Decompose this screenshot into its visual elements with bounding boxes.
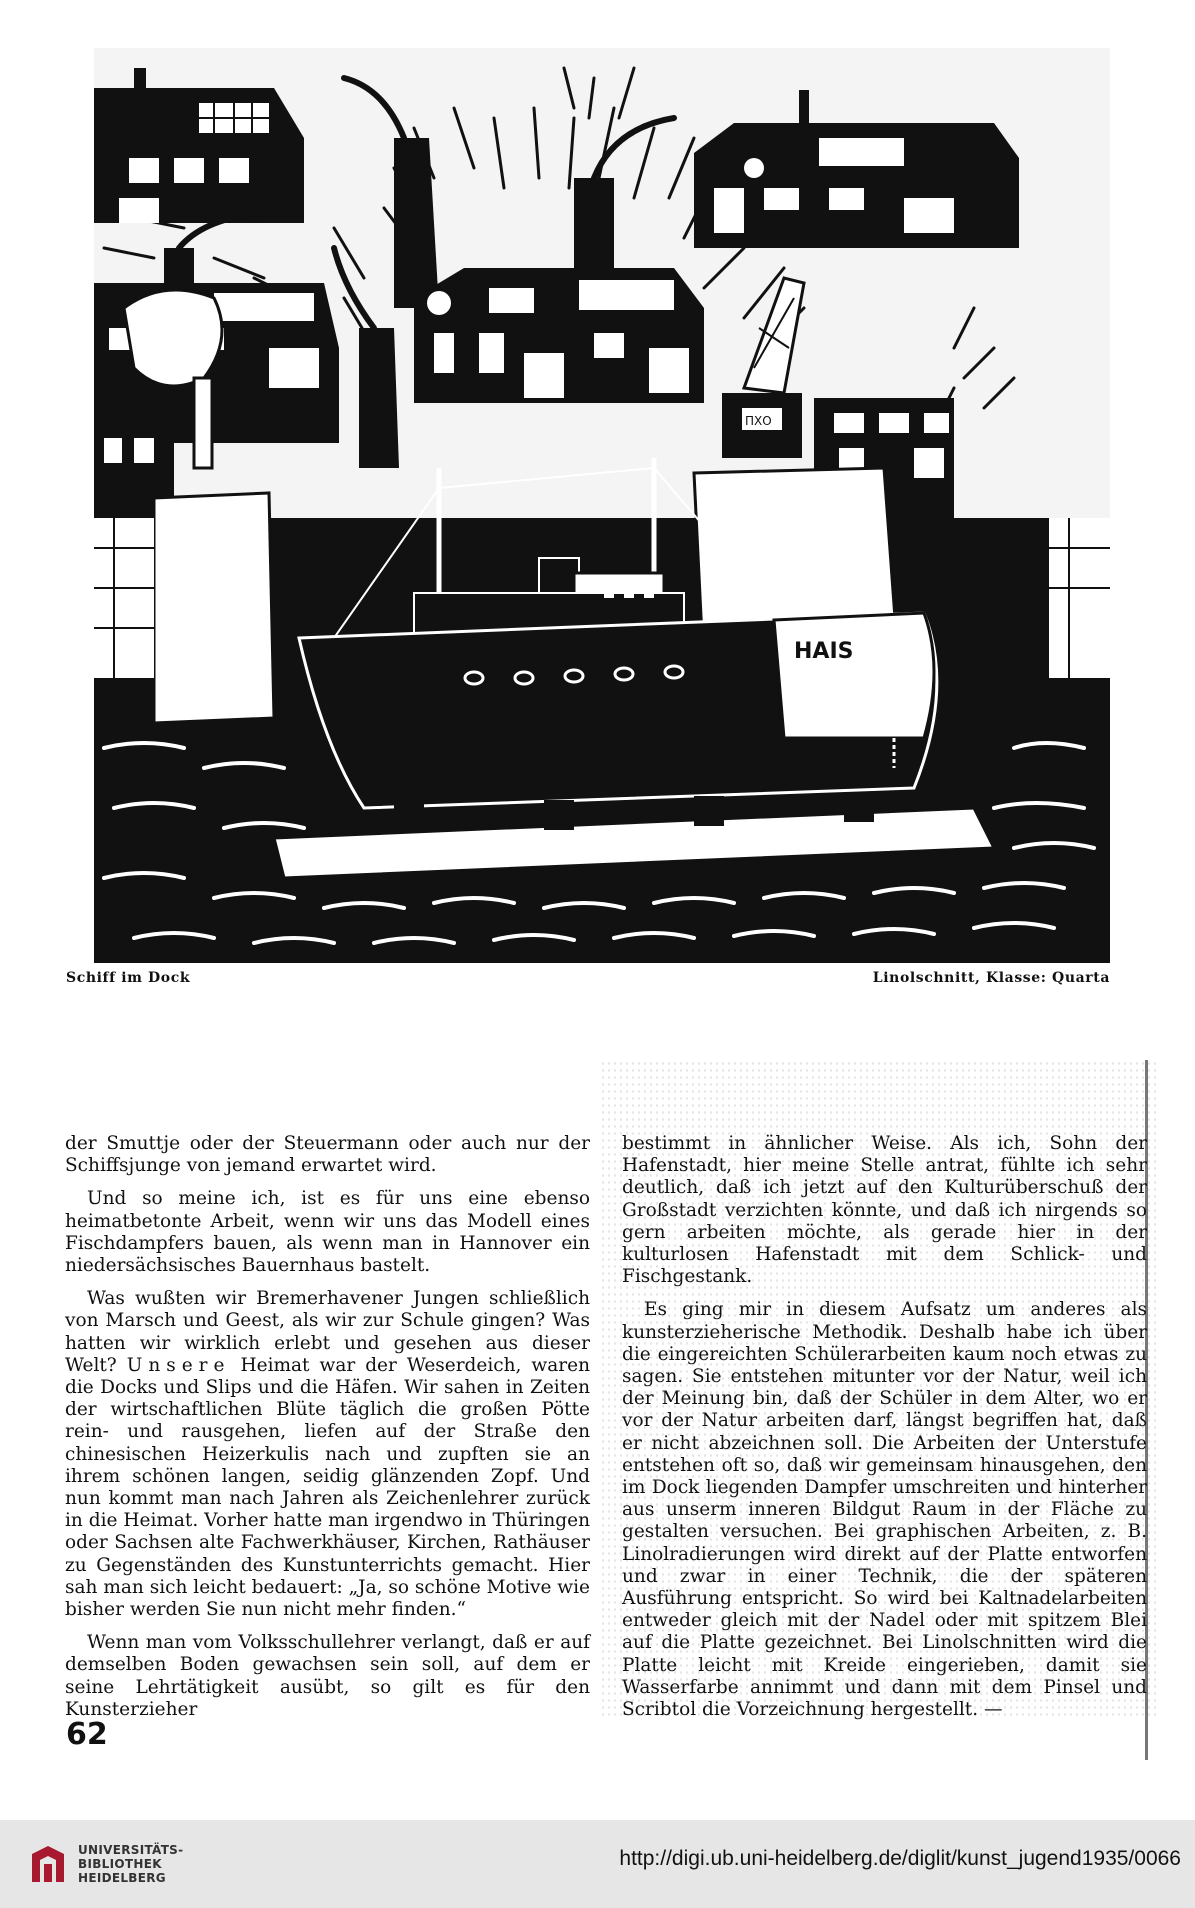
paragraph-text: Heimat war der Weserdeich, waren die Docks und Slips und die Häfen. Wir sahen in Zeiten der wirtschaftlichen Blüte täglich die großen Pötte rein- und rausgehen, liefen auf der Straße den chinesischen Heizerkulis nach und zupften sie an ihrem schönen langen, seidig glänzenden Zopf. Und nun kommt man nach Jahren als Zeichenlehrer zurück in die Heimat. Vorher hatte man irgendwo in Thüringen oder Sachsen alte Fachwerkhäuser, Kirchen, Rathäuser zu Gegenständen des Kunstunterrichts gemacht. Hier sah man sich leicht bedauert: „Ja, so schöne Motive wie bisher werden Sie nun nicht mehr finden.“ bbox=[65, 1354, 590, 1621]
figure-caption-title: Schiff im Dock bbox=[66, 970, 191, 986]
text-column-left bbox=[65, 1133, 590, 1732]
linocut-illustration bbox=[94, 48, 1110, 963]
crane-label: ΠΧΟ bbox=[745, 414, 772, 428]
paragraph: bestimmt in ähnlicher Weise. Als ich, Sohn der Hafenstadt, hier meine Stelle antrat, fühlte ich sehr deutlich, daß ich jetzt auf den Kulturüberschuß der Großstadt verzichten könnte, und daß ich nirgends so gern arbeiten möchte, als gerade hier in der kulturlosen Hafenstadt mit dem Schlick- und Fischgestank. bbox=[622, 1133, 1147, 1288]
paragraph: der Smuttje oder der Steuermann oder auch nur der Schiffsjunge von jemand erwartet wird. bbox=[65, 1133, 590, 1177]
library-logo-icon bbox=[28, 1842, 70, 1890]
permalink-url[interactable]: http://digi.ub.uni-heidelberg.de/diglit/kunst_jugend1935/0066 bbox=[619, 1847, 1181, 1870]
viewer-footer bbox=[0, 1820, 1195, 1908]
ship-name: HAIS bbox=[794, 639, 854, 664]
paragraph: Und so meine ich, ist es für uns eine ebenso heimatbetonte Arbeit, wenn wir uns das Modell eines Fischdampfers bauen, als wenn man in Hannover ein niedersächsisches Bauernhaus bastelt. bbox=[65, 1188, 590, 1277]
page-number: 62 bbox=[66, 1717, 108, 1752]
logo-line: BIBLIOTHEK bbox=[78, 1857, 162, 1871]
linocut-artwork bbox=[94, 48, 1110, 963]
logo-line: UNIVERSITÄTS- bbox=[78, 1843, 184, 1857]
paragraph: Wenn man vom Volksschullehrer verlangt, daß er auf demselben Boden gewachsen sein soll, auf dem er seine Lehrtätigkeit ausübt, so gilt es für den Kunsterzieher bbox=[65, 1632, 590, 1720]
text-column-right bbox=[622, 1133, 1147, 1732]
emphasized-word: Unsere bbox=[126, 1354, 231, 1376]
logo-line: HEIDELBERG bbox=[78, 1871, 166, 1885]
figure-caption-technique: Linolschnitt, Klasse: Quarta bbox=[872, 970, 1110, 986]
paragraph bbox=[65, 1288, 590, 1621]
library-logo-text bbox=[78, 1843, 183, 1885]
paragraph-text: Was wußten wir Bremerhavener Jungen schließlich von Marsch und Geest, als wir zur Schule gingen? Was hatten wir wirklich erlebt und gesehen aus dieser Welt? bbox=[65, 1288, 590, 1376]
paragraph: Es ging mir in diesem Aufsatz um anderes als kunsterzieherische Methodik. Deshalb habe ich über die eingereichten Schülerarbeiten kaum noch etwas zu sagen. Sie entstehen mitunter vor der Natur, weil ich der Meinung bin, daß der Schüler in dem Alter, wo er vor der Natur arbeiten darf, längst begriffen hat, daß er nicht abzeichnen soll. Die Arbeiten der Unterstufe entstehen oft so, daß wir gemeinsam hinausgehen, den im Dock liegenden Dampfer umschreiten und hinterher aus unserm inneren Bildgut Raum in der Fläche zu gestalten versuchen. Bei graphischen Arbeiten, z. B. Linolradierungen wird direkt auf der Platte entworfen und zwar in einer Technik, die der späteren Ausführung entspricht. So wird bei Kaltnadelarbeiten entweder gleich mit der Nadel oder mit spitzem Blei auf die Platte gezeichnet. Bei Linolschnitten wird die Platte leicht mit Kreide eingerieben, damit sie Wasserfarbe annimmt und dann mit dem Pinsel und Scribtol die Vorzeichnung hergestellt. — bbox=[622, 1299, 1147, 1721]
